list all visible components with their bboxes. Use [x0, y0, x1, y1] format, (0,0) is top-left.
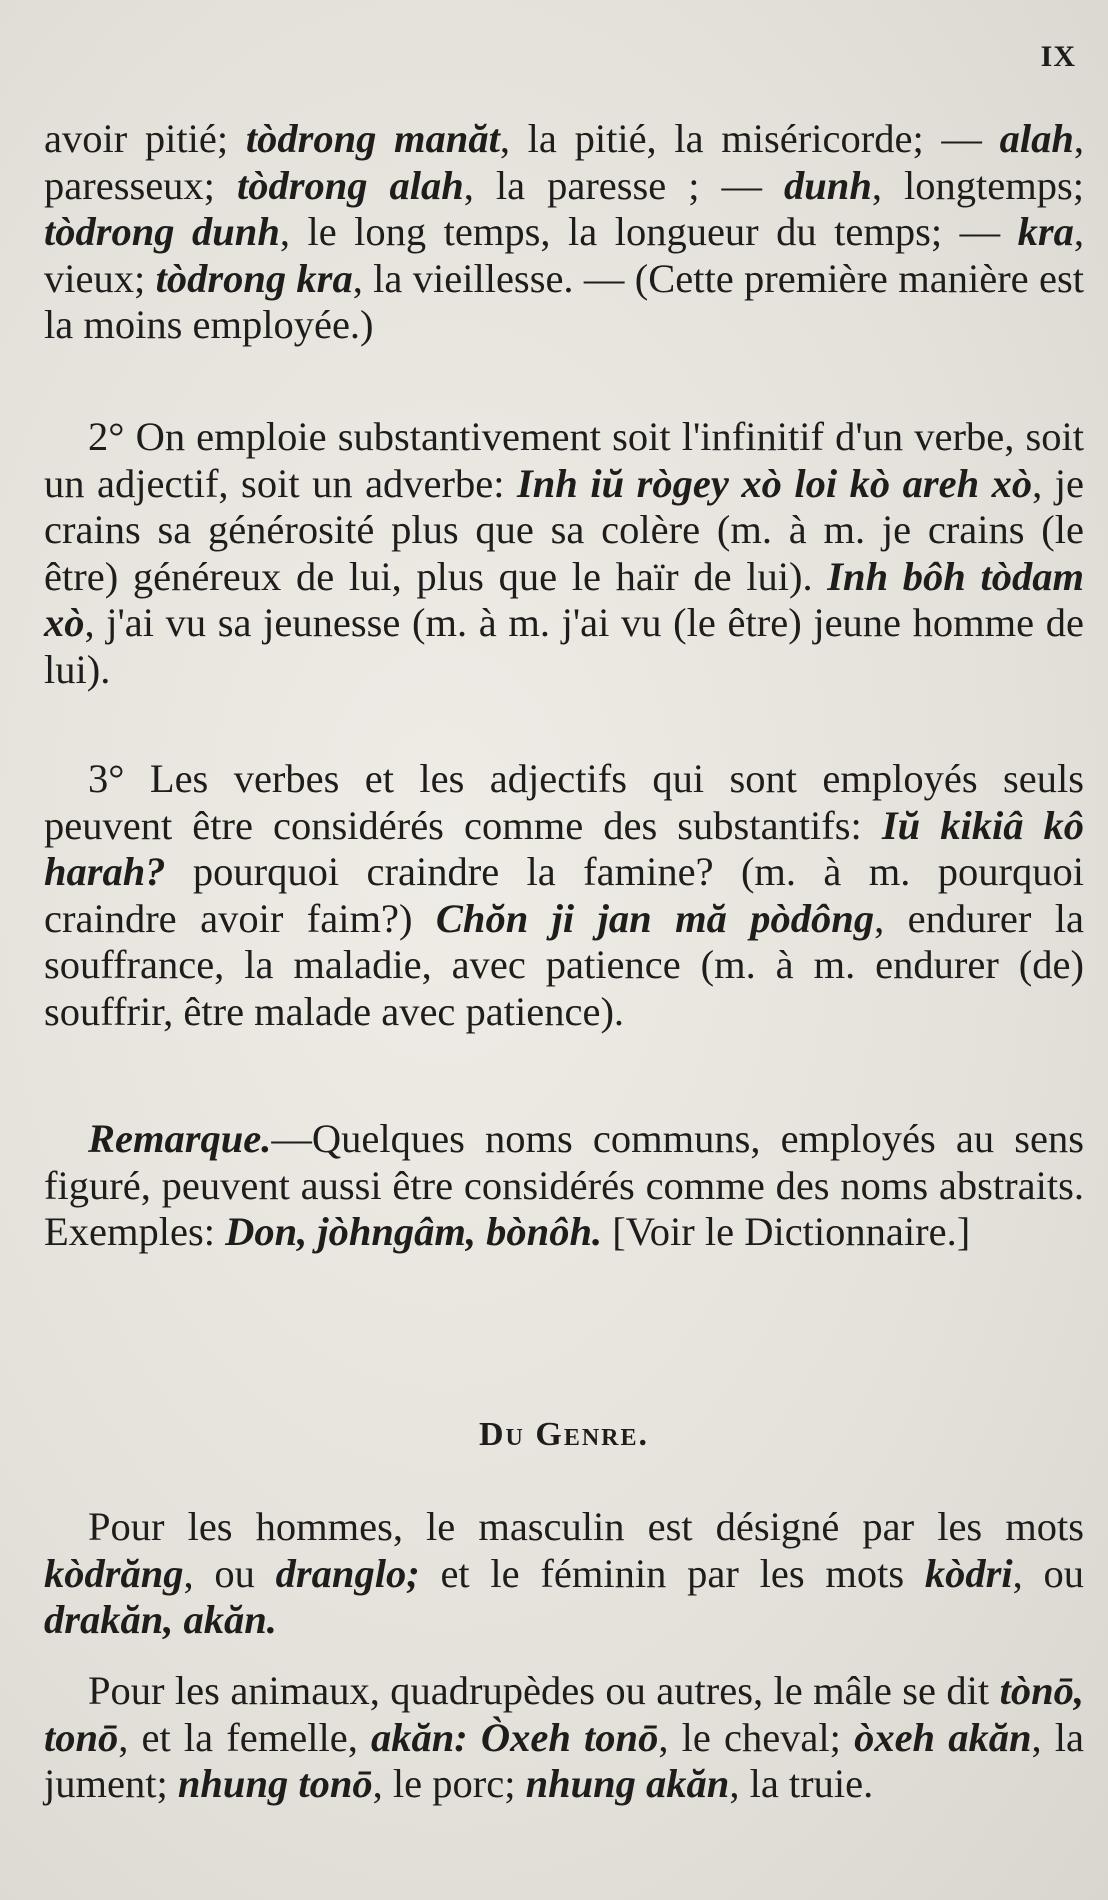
- book-page: [44, 30, 1084, 1870]
- text-run: , le porc;: [372, 1761, 526, 1806]
- text-run: , longtemps;: [871, 162, 1084, 208]
- text-run: , la truie.: [729, 1761, 874, 1806]
- text-run: , et la femelle,: [118, 1714, 371, 1760]
- italic-term: tòdrong dunh: [44, 209, 280, 254]
- italic-term: tònō, tonō: [44, 1668, 1084, 1760]
- italic-term: òxeh akăn: [854, 1714, 1032, 1760]
- italic-term: Inh iŭ rògey xò loi kò areh xò: [517, 460, 1033, 506]
- text-run: avoir pitié;: [44, 116, 246, 161]
- text-run: , le long temps, la longueur du temps; —: [279, 209, 1018, 254]
- italic-term: nhung akăn: [525, 1761, 730, 1806]
- text-run: , paresseux;: [44, 116, 1084, 208]
- italic-term: drakăn, akăn.: [44, 1597, 277, 1642]
- text-run: , j'ai vu sa jeunesse (m. à m. j'ai vu (le être) jeune homme de lui).: [44, 600, 1084, 692]
- italic-term: Remarque.: [88, 1116, 272, 1161]
- italic-term: kòdrăng: [44, 1550, 184, 1596]
- text-run: , la jument;: [44, 1714, 1084, 1806]
- paragraph: [44, 1504, 1084, 1644]
- text-run: 3° Les verbes et les adjectifs qui sont employés seuls peuvent être considérés comme des substantifs:: [44, 756, 1084, 848]
- italic-term: kòdri: [924, 1550, 1013, 1596]
- text-run: , ou: [183, 1550, 276, 1596]
- text-run: , la paresse ; —: [463, 162, 785, 208]
- italic-term: Don, jòhngâm, bònôh.: [225, 1209, 603, 1254]
- paragraph: [44, 756, 1084, 1035]
- text-run: et le féminin par les mots: [419, 1550, 925, 1596]
- italic-term: tòdrong kra: [155, 255, 353, 301]
- text-run: , la vieillesse. — (Cette première manière est la moins employée.): [44, 255, 1084, 347]
- remark-paragraph: [44, 1116, 1084, 1256]
- italic-term: Inh bôh tòdam xò: [44, 553, 1084, 645]
- italic-term: kra: [1017, 209, 1074, 254]
- paragraph: [44, 1668, 1084, 1808]
- text-run: , vieux;: [44, 209, 1084, 301]
- italic-term: tòdrong manăt: [245, 116, 500, 161]
- text-run: 2° On emploie substantivement soit l'infinitif d'un verbe, soit un adjectif, soit un adverbe:: [44, 414, 1084, 506]
- italic-term: Iŭ kikiâ kô harah?: [44, 802, 1085, 894]
- text-run: —Quelques noms communs, employés au sens figuré, peuvent aussi être considérés comme des noms abstraits. Exemples:: [44, 1116, 1084, 1254]
- italic-term: dranglo;: [275, 1550, 420, 1596]
- italic-term: akăn: Òxeh tonō: [371, 1714, 659, 1760]
- italic-term: alah: [999, 116, 1074, 161]
- text-run: [Voir le Dictionnaire.]: [602, 1209, 971, 1254]
- text-run: , endurer la souffrance, la maladie, avec patience (m. à m. endurer (de) souffrir, être malade avec patience).: [44, 895, 1085, 1034]
- italic-term: Chŏn ji jan mă pòdông: [435, 895, 875, 941]
- section-heading: Du Genre.: [478, 1416, 649, 1453]
- text-run: Pour les hommes, le masculin est désigné par les mots: [88, 1504, 1084, 1549]
- text-run: pourquoi craindre la famine? (m. à m. pourquoi craindre avoir faim?): [44, 849, 1084, 941]
- text-run: Pour les animaux, quadrupèdes ou autres, le mâle se dit: [88, 1668, 1000, 1713]
- text-run: , je crains sa générosité plus que sa colère (m. à m. je crains (le être) généreux de lui, plus que le haïr de lui).: [44, 460, 1084, 599]
- text-run: , la pitié, la miséricorde; —: [499, 116, 1000, 161]
- italic-term: nhung tonō: [177, 1761, 373, 1806]
- page-number: IX: [1040, 40, 1076, 73]
- italic-term: tòdrong alah: [236, 162, 464, 208]
- text-run: , le cheval;: [658, 1714, 855, 1760]
- italic-term: dunh: [784, 162, 872, 208]
- paragraph: [44, 116, 1084, 349]
- paragraph: [44, 414, 1084, 693]
- text-run: , ou: [1012, 1550, 1084, 1596]
